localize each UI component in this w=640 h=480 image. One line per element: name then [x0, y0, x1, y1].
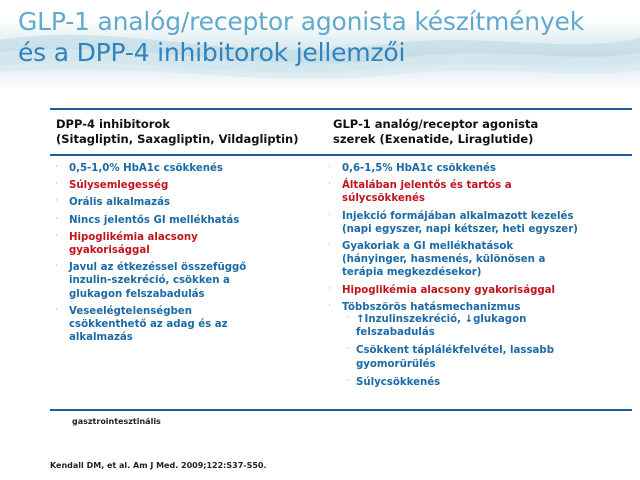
list-item [55, 179, 287, 192]
list-item [55, 261, 284, 301]
list-item-text: Javul az étkezéssel összefüggő inzulin-szekréció, csökken a glukagon felszabadulás [69, 262, 247, 300]
slide-title [18, 6, 628, 68]
list-item [328, 284, 600, 297]
bullet-icon: · [328, 179, 331, 190]
list-item [55, 162, 287, 175]
sub-list-item [346, 376, 600, 389]
list-item [55, 231, 239, 257]
header-rule [50, 154, 632, 156]
sub-list-item-text: Súlycsökkenés [356, 376, 441, 388]
list-item-text: Nincs jelentős GI mellékhatás [69, 214, 240, 226]
bullet-icon: · [55, 230, 58, 241]
bullet-icon: · [328, 240, 331, 251]
list-item-text: Hipoglikémia alacsony gyakorisággal [69, 231, 198, 257]
list-item-text: Veseelégtelenségben csökkenthető az adag és az alkalmazás [69, 305, 228, 344]
slide-title-line-1: GLP-1 analóg/receptor agonista készítmények [18, 7, 585, 36]
list-item-text: Általában jelentős és tartós a súlycsökkenés [342, 180, 512, 205]
sub-list-item-text: Csökkent táplálékfelvétel, lassabb gyomorürülés [356, 345, 554, 370]
left-heading-line-1: DPP-4 inhibitorok [56, 117, 171, 131]
list-item [55, 196, 287, 209]
list-item [328, 301, 600, 389]
list-item [55, 214, 287, 227]
bullet-icon: · [328, 162, 331, 172]
list-item-text: 0,5-1,0% HbA1c csökkenés [69, 163, 223, 174]
bullet-icon: · [346, 344, 349, 355]
bullet-icon: · [328, 300, 331, 311]
bullet-icon: · [55, 162, 58, 172]
list-item-text: Többszörös hatásmechanizmus [342, 301, 521, 313]
list-item-text: Injekció formájában alkalmazott kezelés (napi egyszer, napi kétszer, heti egyszer) [342, 210, 578, 235]
right-column-heading [333, 117, 603, 147]
slide-title-line-2: és a DPP-4 inhibitorok jellemzői [18, 38, 406, 67]
bullet-icon: · [346, 375, 349, 386]
bullet-icon: · [55, 304, 58, 315]
left-heading-line-2: (Sitagliptin, Saxagliptin, Vildagliptin) [56, 132, 299, 146]
list-item-text: Hipoglikémia alacsony gyakorisággal [342, 284, 556, 296]
list-item [328, 162, 600, 175]
list-item-text: Gyakoriak a GI mellékhatások (hányinger, hasmenés, különösen a terápia megkezdésekor) [342, 241, 546, 279]
sub-list-item [346, 313, 561, 339]
list-item [328, 210, 604, 236]
sub-list-item-text: ↑Inzulinszekréció, ↓glukagon felszabadulás [356, 314, 527, 339]
bullet-icon: · [328, 283, 331, 294]
list-item [55, 305, 269, 345]
right-heading-line-1: GLP-1 analóg/receptor agonista [333, 117, 539, 131]
left-column [55, 162, 287, 348]
list-item [328, 179, 552, 205]
right-heading-line-2: szerek (Exenatide, Liraglutide) [333, 132, 534, 146]
left-column-heading [56, 117, 326, 147]
bullet-icon: · [55, 261, 58, 272]
sub-list-item [346, 344, 591, 370]
bullet-icon: · [55, 213, 58, 224]
list-item-text: 0,6-1,5% HbA1c csökkenés [342, 163, 496, 174]
list-item-text: Orális alkalmazás [69, 197, 171, 209]
bottom-rule [50, 409, 632, 411]
top-rule [50, 108, 632, 110]
reference-citation: Kendall DM, et al. Am J Med. 2009;122:S37-S50. [50, 461, 267, 470]
bullet-icon: · [55, 179, 58, 190]
bullet-icon: · [55, 196, 58, 207]
footnote: gasztrointesztinális [72, 417, 161, 426]
right-bullet-list [328, 162, 600, 389]
left-bullet-list [55, 162, 287, 344]
right-column [328, 162, 600, 394]
bullet-icon: · [328, 209, 331, 220]
list-item [328, 240, 580, 280]
mechanism-sub-list [346, 313, 600, 389]
list-item-text: Súlysemlegesség [69, 180, 169, 192]
bullet-icon: · [346, 313, 349, 324]
